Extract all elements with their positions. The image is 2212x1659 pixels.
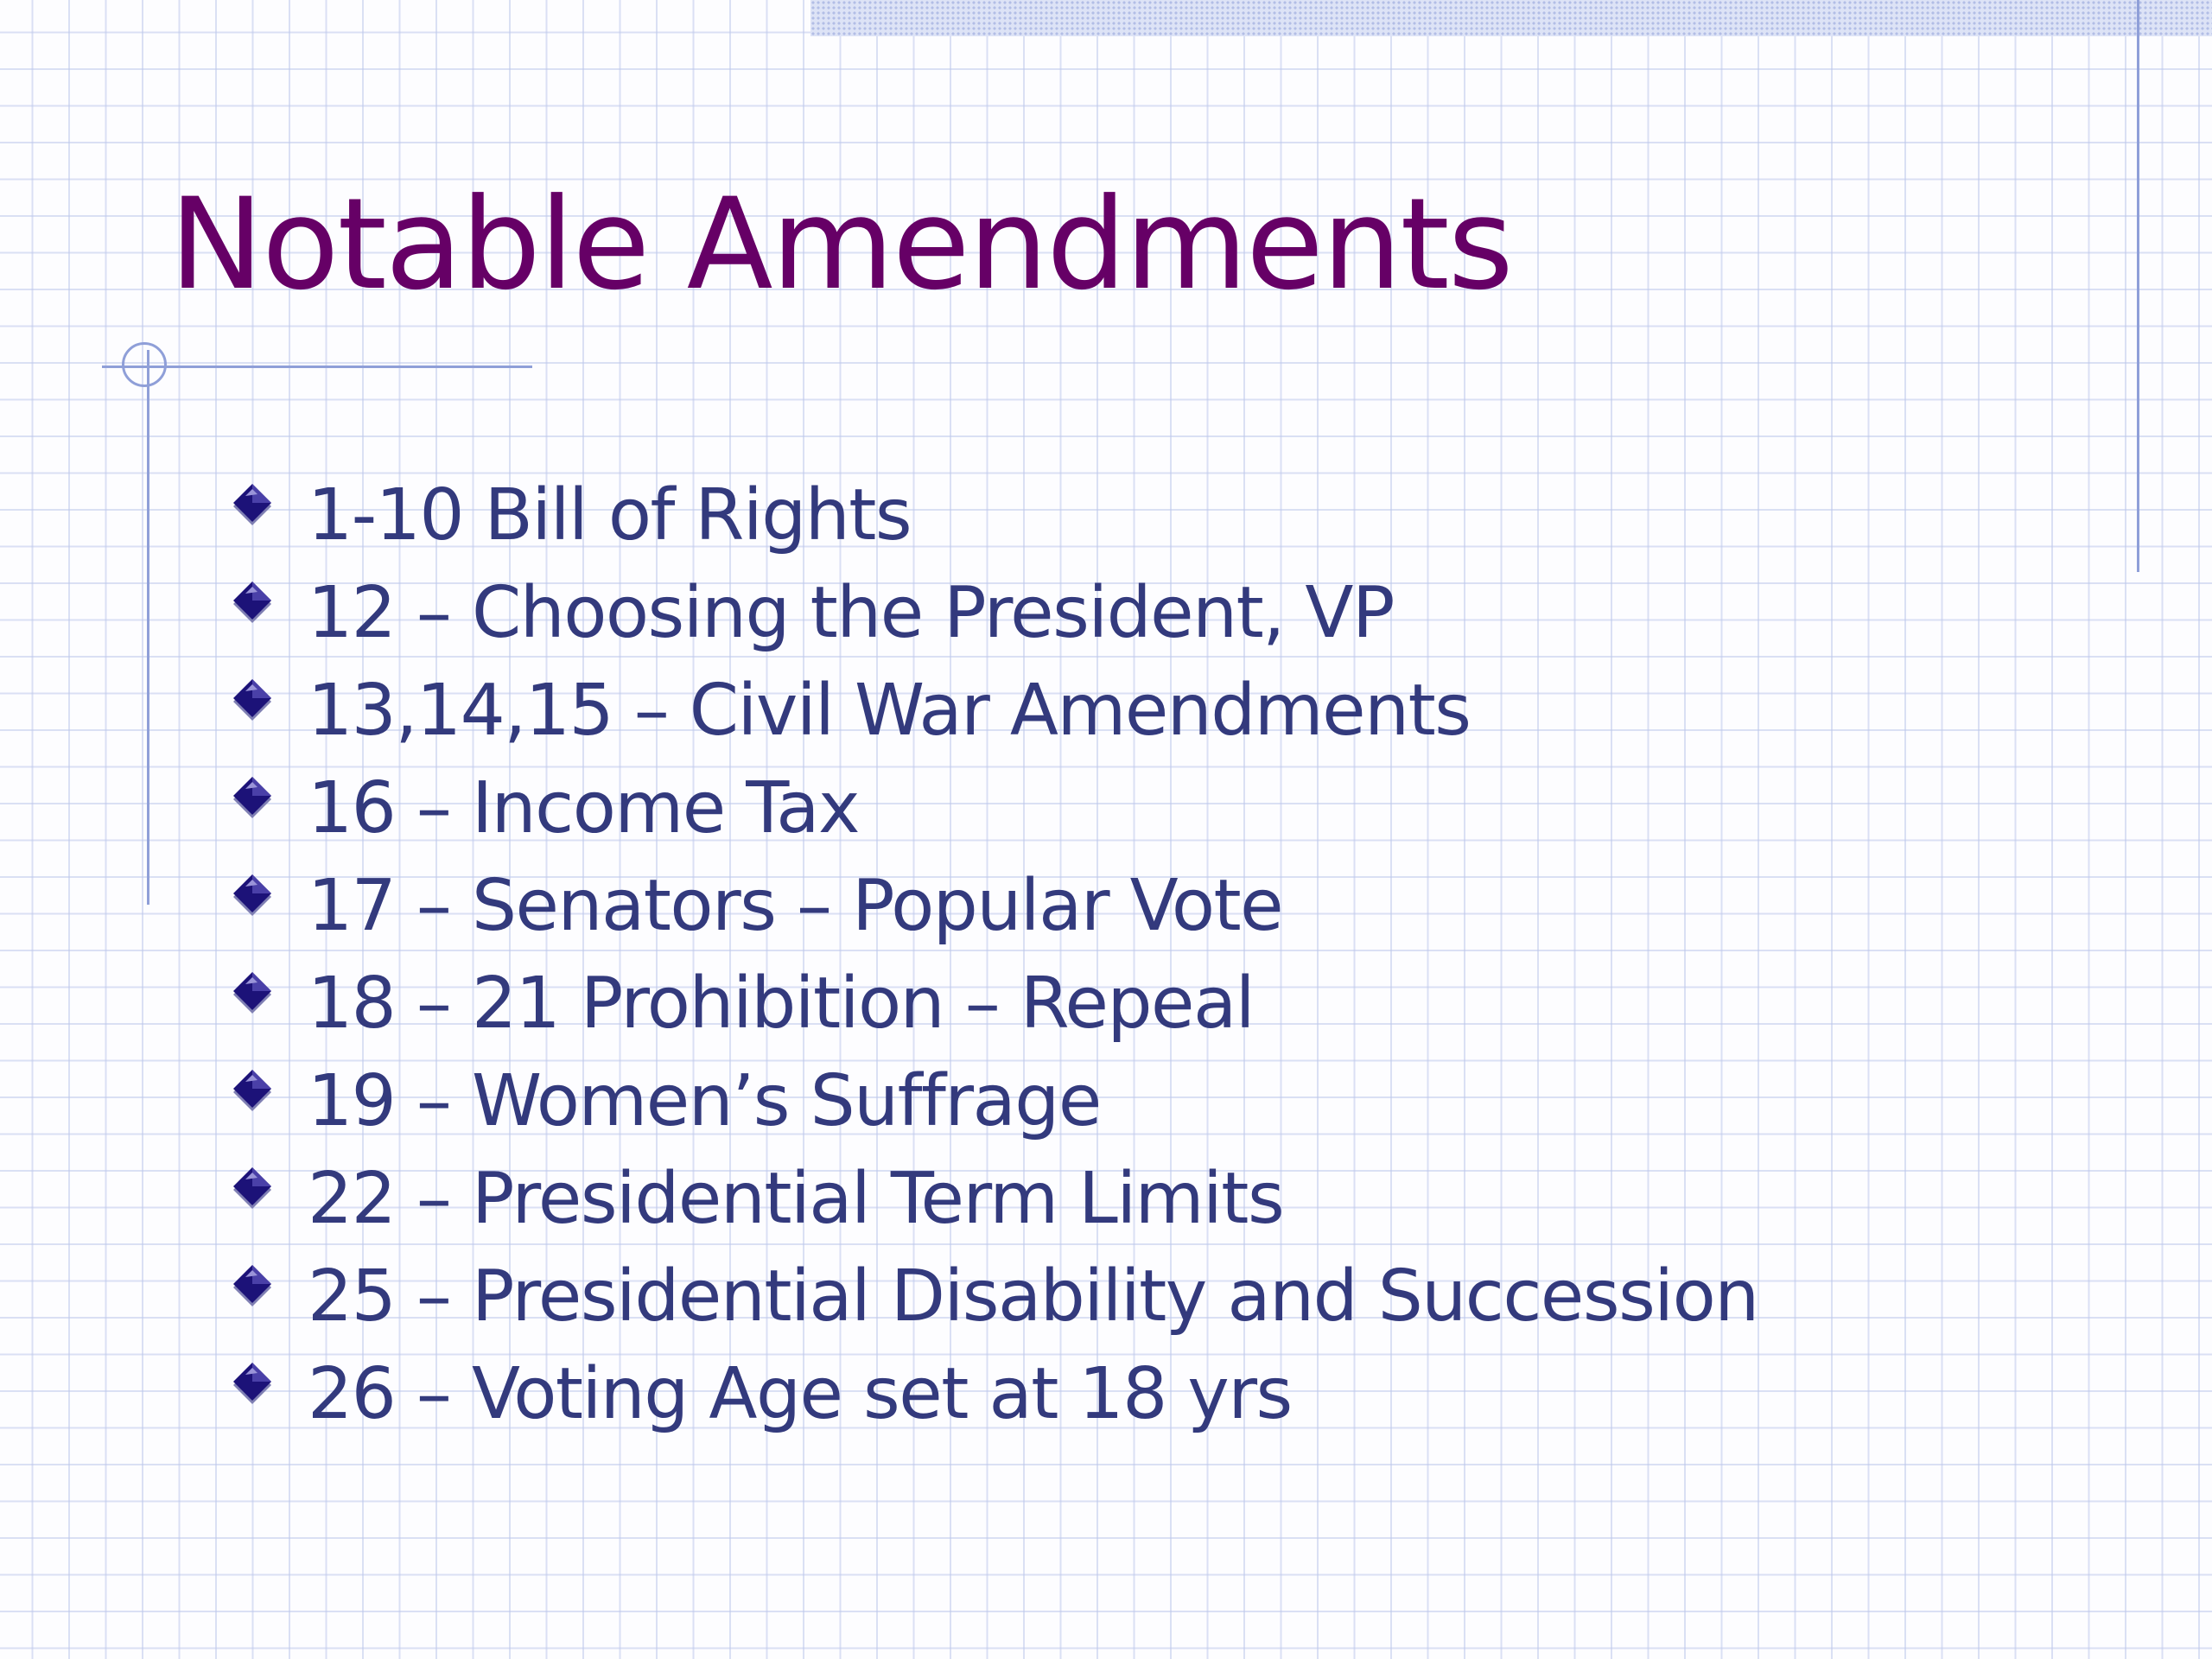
list-item	[226, 1345, 1758, 1443]
diamond-bullet-icon	[226, 871, 278, 923]
list-item	[226, 857, 1758, 955]
diamond-bullet-icon	[226, 1066, 278, 1118]
bullet-text: 26 – Voting Age set at 18 yrs	[308, 1352, 1292, 1435]
list-item	[226, 955, 1758, 1052]
bullet-text: 18 – 21 Prohibition – Repeal	[308, 962, 1255, 1045]
top-band-decoration	[810, 0, 2212, 36]
diamond-bullet-icon	[226, 480, 278, 532]
diamond-bullet-icon	[226, 676, 278, 728]
list-item	[226, 467, 1758, 564]
bullet-text: 13,14,15 – Civil War Amendments	[308, 669, 1471, 752]
slide-title: Notable Amendments	[169, 171, 1512, 318]
diamond-bullet-icon	[226, 773, 278, 825]
list-item	[226, 564, 1758, 662]
bullet-text: 17 – Senators – Popular Vote	[308, 864, 1283, 947]
right-vertical-rule	[2137, 0, 2139, 572]
diamond-bullet-icon	[226, 578, 278, 630]
bullet-text: 12 – Choosing the President, VP	[308, 571, 1394, 654]
list-item	[226, 1150, 1758, 1248]
list-item	[226, 1248, 1758, 1345]
bullet-text: 1-10 Bill of Rights	[308, 474, 912, 556]
list-item	[226, 662, 1758, 760]
list-item	[226, 760, 1758, 857]
bullet-text: 22 – Presidential Term Limits	[308, 1157, 1284, 1240]
bullet-text: 25 – Presidential Disability and Succession	[308, 1255, 1758, 1338]
bullet-text: 16 – Income Tax	[308, 766, 860, 849]
crosshair-circle-icon	[122, 342, 167, 387]
list-item	[226, 1052, 1758, 1150]
diamond-bullet-icon	[226, 969, 278, 1020]
diamond-bullet-icon	[226, 1262, 278, 1313]
diamond-bullet-icon	[226, 1164, 278, 1216]
bullet-list	[226, 467, 1758, 1443]
diamond-bullet-icon	[226, 1359, 278, 1411]
left-vertical-rule	[147, 350, 149, 905]
bullet-text: 19 – Women’s Suffrage	[308, 1059, 1101, 1142]
